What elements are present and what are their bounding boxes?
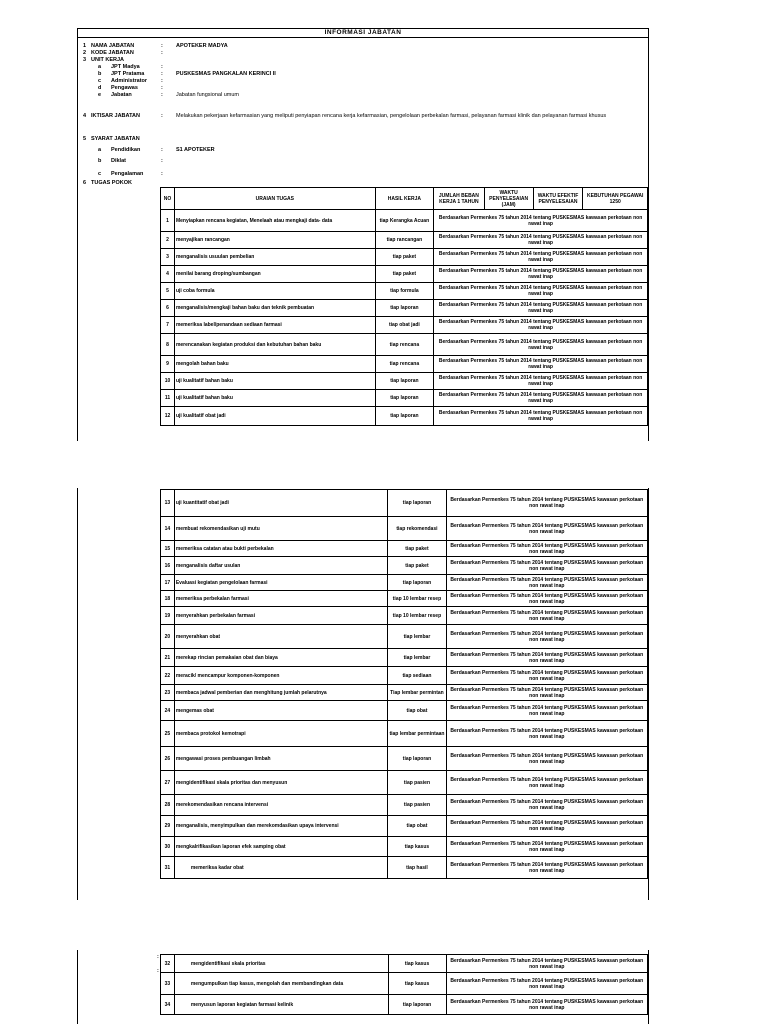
task-description: menganalisis, menyimpulkan dan merekomdasikan upaya intervensi [174,816,387,837]
table-row [161,557,648,575]
task-note: Berdasarkan Permenkes 75 tahun 2014 tentang PUSKESMAS kawasan perkotaan non rawat inap [434,373,648,390]
task-description: uji kuantitatif obat jadi [174,490,387,517]
field-colon: : [161,171,163,177]
task-description: membaca protokol kemotrapi [174,721,387,747]
task-description: Menyiapkan rencana kegiatan, Menelaah atau mengkaji data- data [174,210,375,232]
task-description: memeriksa kadar obat [174,857,387,879]
field-number: 2 [83,50,87,56]
task-note: Berdasarkan Permenkes 75 tahun 2014 tentang PUSKESMAS kawasan perkotaan non rawat inap [434,334,648,356]
task-number: 28 [161,795,175,816]
task-number: 34 [161,995,175,1015]
table-row [161,575,648,591]
task-number: 15 [161,541,175,557]
task-note: Berdasarkan Permenkes 75 tahun 2014 tentang PUSKESMAS kawasan perkotaan non rawat inap [446,591,647,607]
task-description: memeriksa perbekalan farmasi [174,591,387,607]
task-number: 26 [161,747,175,771]
table-row [161,249,648,266]
task-number: 12 [161,407,175,426]
page-3-colon-2: : [157,968,159,974]
task-note: Berdasarkan Permenkes 75 tahun 2014 tentang PUSKESMAS kawasan perkotaan non rawat inap [446,837,647,857]
task-description: mengawasi proses pembuangan limbah [174,747,387,771]
task-description: menyerahkan perbekalan farmasi [174,607,387,625]
task-result: tiap laporan [375,373,434,390]
task-note: Berdasarkan Permenkes 75 tahun 2014 tentang PUSKESMAS kawasan perkotaan non rawat inap [446,816,647,837]
task-table-part-1 [160,187,648,426]
task-description: mengidentifikasi skala prioritas [174,955,388,973]
field-colon: : [161,71,163,77]
task-number: 23 [161,685,175,701]
header-uraian-tugas: URAIAN TUGAS [174,188,375,210]
task-note: Berdasarkan Permenkes 75 tahun 2014 tentang PUSKESMAS kawasan perkotaan non rawat inap [446,557,647,575]
task-number: 29 [161,816,175,837]
task-description: Evaluasi kegiatan pengelolaan farmasi [174,575,387,591]
task-description: membaca jadwal pemberian dan menghitung jumlah pelarutnya [174,685,387,701]
page-2 [77,488,649,900]
task-result: tiap obat [388,816,446,837]
task-result: tiap laporan [388,490,446,517]
task-number: 16 [161,557,175,575]
field-label: IKTISAR JABATAN [91,113,140,119]
task-note: Berdasarkan Permenkes 75 tahun 2014 tentang PUSKESMAS kawasan perkotaan non rawat inap [434,232,648,249]
field-colon: : [161,113,163,119]
task-number: 33 [161,973,175,995]
task-number: 32 [161,955,175,973]
task-description: memeriksa label/penandaan sediaan farmasi [174,317,375,334]
task-note: Berdasarkan Permenkes 75 tahun 2014 tentang PUSKESMAS kawasan perkotaan non rawat inap [446,685,647,701]
field-number: 6 [83,180,87,186]
table-row [161,795,648,816]
task-number: 17 [161,575,175,591]
task-number: 4 [161,266,175,283]
table-row [161,591,648,607]
task-description: menyerahkan obat [174,625,387,649]
task-note: Berdasarkan Permenkes 75 tahun 2014 tentang PUSKESMAS kawasan perkotaan non rawat inap [434,356,648,373]
task-note: Berdasarkan Permenkes 75 tahun 2014 tentang PUSKESMAS kawasan perkotaan non rawat inap [434,390,648,407]
task-result: tiap laporan [388,995,446,1015]
task-note: Berdasarkan Permenkes 75 tahun 2014 tentang PUSKESMAS kawasan perkotaan non rawat inap [446,625,647,649]
field-label: Pengalaman [111,171,144,177]
task-number: 8 [161,334,175,356]
header-no: NO [161,188,175,210]
task-note: Berdasarkan Permenkes 75 tahun 2014 tentang PUSKESMAS kawasan perkotaan non rawat inap [446,857,647,879]
task-result: tiap kasus [388,955,446,973]
task-number: 27 [161,771,175,795]
field-label: UNIT KERJA [91,57,125,63]
task-description: mengumpulkan tiap kasus, mengolah dan membandingkan data [174,973,388,995]
table-row [161,837,648,857]
task-result: tiap laporan [375,407,434,426]
task-note: Berdasarkan Permenkes 75 tahun 2014 tentang PUSKESMAS kawasan perkotaan non rawat inap [446,517,647,541]
field-colon: : [161,92,163,98]
task-description: memeriksa catatan atau bukti perbekalan [174,541,387,557]
task-description: menganalisis usuulan pembelian [174,249,375,266]
field-subletter: d [98,85,102,91]
field-number: 5 [83,136,87,142]
task-result: tiap rencana [375,356,434,373]
field-row [82,85,642,92]
table-row [161,816,648,837]
task-result: tiap pasien [388,795,446,816]
task-description: mengidentifikasi skala prioritas dan menyusun [174,771,387,795]
task-note: Berdasarkan Permenkes 75 tahun 2014 tentang PUSKESMAS kawasan perkotaan non rawat inap [446,649,647,667]
task-number: 22 [161,667,175,685]
task-result: tiap paket [375,249,434,266]
task-number: 19 [161,607,175,625]
table-header-row [161,188,648,210]
task-description: menyusun laporan kegiatan farmasi kelinik [174,995,388,1015]
task-number: 21 [161,649,175,667]
task-result: tiap laporan [388,575,446,591]
table-row [161,667,648,685]
task-number: 5 [161,283,175,300]
task-result: tiap kasus [388,837,446,857]
task-number: 31 [161,857,175,879]
field-label: Jabatan [111,92,132,98]
field-subletter: a [98,64,102,70]
task-description: menilai barang droping/sumbangan [174,266,375,283]
header-jumlah-beban-kerja: JUMLAH BEBAN KERJA 1 TAHUN [434,188,485,210]
task-result: tiap kasus [388,973,446,995]
table-row [161,210,648,232]
task-note: Berdasarkan Permenkes 75 tahun 2014 tentang PUSKESMAS kawasan perkotaan non rawat inap [446,747,647,771]
task-number: 11 [161,390,175,407]
field-row [82,57,642,64]
task-result: tiap rekomendasi [388,517,446,541]
table-row [161,701,648,721]
table-row [161,625,648,649]
task-note: Berdasarkan Permenkes 75 tahun 2014 tentang PUSKESMAS kawasan perkotaan non rawat inap [434,407,648,426]
task-result: tiap laporan [375,300,434,317]
field-label: Administrator [111,78,148,84]
task-result: tiap lembar permintaan [388,721,446,747]
field-label: JPT Madya [111,64,140,70]
task-result: tiap obat jadi [375,317,434,334]
table-row [161,300,648,317]
field-label: JPT Pratama [111,71,145,77]
task-result: tiap laporan [388,747,446,771]
task-result: tiap 10 lembar resep [388,607,446,625]
field-colon: : [161,64,163,70]
field-label: Pengawas [111,85,138,91]
field-colon: : [161,147,163,153]
task-note: Berdasarkan Permenkes 75 tahun 2014 tentang PUSKESMAS kawasan perkotaan non rawat inap [434,300,648,317]
table-row [161,490,648,517]
field-label: SYARAT JABATAN [91,136,140,142]
field-row [82,71,642,78]
document-title: INFORMASI JABATAN [324,29,402,36]
task-description: membuat rekomendasikan uji mutu [174,517,387,541]
task-number: 30 [161,837,175,857]
field-row [82,147,642,154]
field-value: S1 APOTEKER [176,147,215,153]
task-description: menganalisis/mengkaji bahan baku dan teknik pembuatan [174,300,375,317]
header-waktu-efektif: WAKTU EFEKTIF PENYELESAIAN [533,188,583,210]
field-subletter: c [98,171,102,177]
field-row [82,50,642,57]
field-value: APOTEKER MADYA [176,43,228,49]
field-value: Jabatan fungsional umum [176,92,239,98]
task-note: Berdasarkan Permenkes 75 tahun 2014 tentang PUSKESMAS kawasan perkotaan non rawat inap [446,607,647,625]
field-label: Diklat [111,158,126,164]
field-row [82,43,642,50]
task-result: tiap lembar [388,625,446,649]
field-row [82,64,642,71]
field-value: Melakukan pekerjaan kefarmasian yang meliputi penyiapan rencana kerja kefarmasian, pengelolaan perbekalan farmasi, pelayanan farmasi klinik dan pelayanan farmasi khusus [176,113,607,119]
task-description: menyajikan rancangan [174,232,375,249]
task-result: tiap sediaan [388,667,446,685]
field-colon: : [161,158,163,164]
field-colon: : [161,43,163,49]
task-note: Berdasarkan Permenkes 75 tahun 2014 tentang PUSKESMAS kawasan perkotaan non rawat inap [446,973,647,995]
task-description: merekomendasikan rencana intervensi [174,795,387,816]
task-description: uji kualitatif bahan baku [174,390,375,407]
task-result: tiap laporan [375,390,434,407]
task-result: tiap formula [375,283,434,300]
task-note: Berdasarkan Permenkes 75 tahun 2014 tentang PUSKESMAS kawasan perkotaan non rawat inap [446,541,647,557]
task-note: Berdasarkan Permenkes 75 tahun 2014 tentang PUSKESMAS kawasan perkotaan non rawat inap [446,771,647,795]
task-description: mengemas obat [174,701,387,721]
table-row [161,334,648,356]
task-description: meracik/ mencampur komponen-komponen [174,667,387,685]
field-subletter: b [98,71,102,77]
field-row [82,78,642,85]
page-3-colon-1: : [157,954,159,960]
header-kebutuhan-pegawai: KEBUTUHAN PEGAWAI 1250 [583,188,648,210]
table-row [161,973,648,995]
task-note: Berdasarkan Permenkes 75 tahun 2014 tentang PUSKESMAS kawasan perkotaan non rawat inap [446,721,647,747]
task-number: 6 [161,300,175,317]
header-divider [78,37,648,38]
task-description: menganalisis daftar usulan [174,557,387,575]
task-number: 18 [161,591,175,607]
task-description: mengkalrifikasikan laporan efek samping obat [174,837,387,857]
task-number: 3 [161,249,175,266]
table-row [161,995,648,1015]
header-waktu-penyelesaian: WAKTU PENYELESAIAN (JAM) [484,188,533,210]
table-row [161,373,648,390]
task-number: 7 [161,317,175,334]
task-note: Berdasarkan Permenkes 75 tahun 2014 tentang PUSKESMAS kawasan perkotaan non rawat inap [434,317,648,334]
task-number: 2 [161,232,175,249]
task-description: merekap rincian pemakaian obat dan biaya [174,649,387,667]
table-row [161,649,648,667]
task-note: Berdasarkan Permenkes 75 tahun 2014 tentang PUSKESMAS kawasan perkotaan non rawat inap [434,210,648,232]
task-note: Berdasarkan Permenkes 75 tahun 2014 tentang PUSKESMAS kawasan perkotaan non rawat inap [434,283,648,300]
task-result: tiap pasien [388,771,446,795]
table-row [161,607,648,625]
task-number: 10 [161,373,175,390]
task-description: mengolah bahan baku [174,356,375,373]
field-row [82,113,642,120]
table-row [161,955,648,973]
table-row [161,407,648,426]
task-description: merencanakan kegiatan produksi dan kebutuhan bahan baku [174,334,375,356]
field-colon: : [161,78,163,84]
field-subletter: e [98,92,102,98]
task-number: 1 [161,210,175,232]
field-subletter: c [98,78,102,84]
task-number: 24 [161,701,175,721]
table-row [161,857,648,879]
task-description: uji kualitatif bahan baku [174,373,375,390]
task-result: tiap hasil [388,857,446,879]
task-result: tiap Kerangka Acuan [375,210,434,232]
field-row [82,136,642,143]
task-result: tiap paket [388,557,446,575]
table-row [161,266,648,283]
field-value: PUSKESMAS PANGKALAN KERINCI II [176,71,276,77]
task-note: Berdasarkan Permenkes 75 tahun 2014 tentang PUSKESMAS kawasan perkotaan non rawat inap [446,995,647,1015]
task-number: 20 [161,625,175,649]
task-result: tiap paket [388,541,446,557]
field-label: Pendidikan [111,147,141,153]
table-row [161,317,648,334]
field-subletter: b [98,158,102,164]
task-note: Berdasarkan Permenkes 75 tahun 2014 tentang PUSKESMAS kawasan perkotaan non rawat inap [446,575,647,591]
task-note: Berdasarkan Permenkes 75 tahun 2014 tentang PUSKESMAS kawasan perkotaan non rawat inap [446,701,647,721]
field-row [82,171,642,178]
table-row [161,232,648,249]
table-row [161,541,648,557]
field-label: TUGAS POKOK [91,180,132,186]
field-number: 3 [83,57,87,63]
task-description: uji coba formula [174,283,375,300]
field-row [82,180,642,187]
task-result: tiap rencana [375,334,434,356]
task-table-part-2 [160,489,648,879]
task-result: tiap paket [375,266,434,283]
task-result: tiap lembar [388,649,446,667]
task-table-part-3 [160,954,648,1015]
field-subletter: a [98,147,102,153]
task-result: tiap obat [388,701,446,721]
field-label: NAMA JABATAN [91,43,135,49]
table-row [161,747,648,771]
table-row [161,517,648,541]
field-colon: : [161,50,163,56]
table-row [161,283,648,300]
table-row [161,685,648,701]
table-row [161,771,648,795]
task-note: Berdasarkan Permenkes 75 tahun 2014 tentang PUSKESMAS kawasan perkotaan non rawat inap [434,249,648,266]
task-note: Berdasarkan Permenkes 75 tahun 2014 tentang PUSKESMAS kawasan perkotaan non rawat inap [446,955,647,973]
field-row [82,92,642,99]
field-row [82,158,642,165]
task-number: 13 [161,490,175,517]
task-result: tiap rancangan [375,232,434,249]
task-result: tiap 10 lembar resep [388,591,446,607]
header-hasil-kerja: HASIL KERJA [375,188,434,210]
field-number: 4 [83,113,87,119]
page-3 [77,950,649,1024]
field-number: 1 [83,43,87,49]
task-note: Berdasarkan Permenkes 75 tahun 2014 tentang PUSKESMAS kawasan perkotaan non rawat inap [446,795,647,816]
table-row [161,390,648,407]
task-note: Berdasarkan Permenkes 75 tahun 2014 tentang PUSKESMAS kawasan perkotaan non rawat inap [446,490,647,517]
task-number: 25 [161,721,175,747]
table-row [161,721,648,747]
task-number: 14 [161,517,175,541]
task-result: Tiap lembar permintan [388,685,446,701]
page-1 [77,28,649,441]
task-note: Berdasarkan Permenkes 75 tahun 2014 tentang PUSKESMAS kawasan perkotaan non rawat inap [434,266,648,283]
field-colon: : [161,85,163,91]
task-note: Berdasarkan Permenkes 75 tahun 2014 tentang PUSKESMAS kawasan perkotaan non rawat inap [446,667,647,685]
field-label: KODE JABATAN [91,50,134,56]
task-description: uji kualitatif obat jadi [174,407,375,426]
task-number: 9 [161,356,175,373]
table-row [161,356,648,373]
